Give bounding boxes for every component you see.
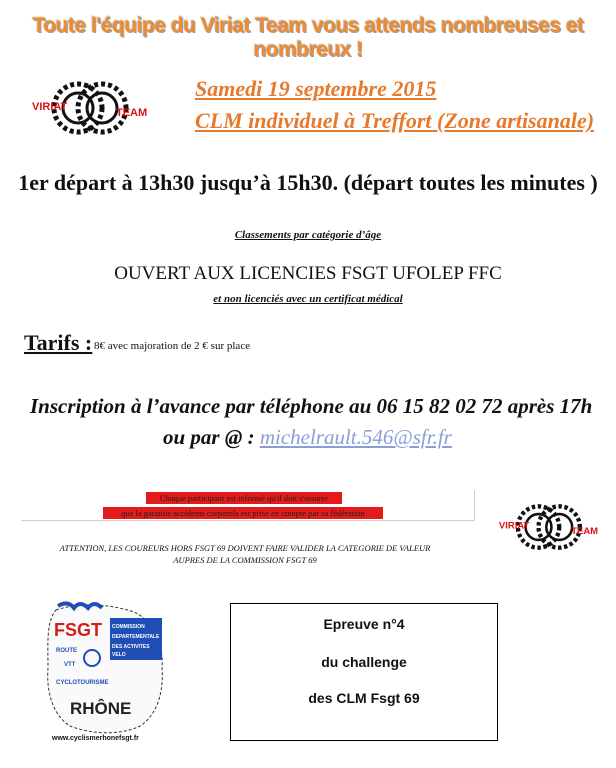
epreuve-line-2: du challenge xyxy=(321,654,407,670)
fsgt-brand: FSGT xyxy=(54,620,102,640)
epreuve-line-3: des CLM Fsgt 69 xyxy=(308,690,420,706)
fsgt-rhone-logo xyxy=(40,598,170,744)
email-prefix: ou par @ : xyxy=(163,425,260,449)
banner-title: Toute l'équipe du Viriat Team vous attends nombreuses et nombreux ! xyxy=(32,14,584,61)
svg-text:COMMISSION: COMMISSION xyxy=(112,624,145,630)
non-licencies-note: et non licenciés avec un certificat médical xyxy=(213,293,403,305)
warning-line-1: Chaque participant est informé qu'il doit s'assurer xyxy=(146,492,342,504)
viriat-team-logo xyxy=(30,72,148,144)
event-date: Samedi 19 septembre 2015 xyxy=(195,76,437,101)
depart-info: 1er départ à 13h30 jusqu’à 15h30. (départ toutes les minutes ) xyxy=(18,170,598,195)
logo-left-text: VIRIAT xyxy=(32,101,68,113)
attention-note xyxy=(0,542,490,566)
fsgt-url: www.cyclismerhonefsgt.fr xyxy=(52,735,139,742)
event-title: CLM individuel à Treffort (Zone artisanale) xyxy=(195,108,595,133)
fsgt-region: RHÔNE xyxy=(70,699,132,718)
inscription-email-line xyxy=(163,425,452,450)
fsgt-route: ROUTE xyxy=(56,648,77,654)
epreuve-line-1: Epreuve n°4 xyxy=(323,616,405,632)
classement-note: Classements par catégorie d’âge xyxy=(234,229,382,241)
logo-small-right-text: TEAM xyxy=(571,525,599,537)
svg-text:VELO: VELO xyxy=(112,652,126,658)
ouvert-licencies: OUVERT AUX LICENCIES FSGT UFOLEP FFC xyxy=(114,263,502,284)
fsgt-cyclo: CYCLOTOURISME xyxy=(56,680,109,686)
epreuve-box xyxy=(230,603,498,741)
fsgt-vtt: VTT xyxy=(64,662,76,668)
tarifs-label: Tarifs : xyxy=(24,330,93,355)
viriat-team-logo-small xyxy=(496,496,600,558)
warning-line-2: que la garantie accidents corporels est prise en compte par sa fédération xyxy=(103,507,383,519)
svg-text:DES ACTIVITES: DES ACTIVITES xyxy=(112,644,150,650)
logo-small-left-text: VIRIAT xyxy=(498,520,530,532)
tarifs-text: 8€ avec majoration de 2 € sur place xyxy=(94,340,251,352)
logo-right-text: TEAM xyxy=(116,107,148,119)
svg-text:DEPARTEMENTALE: DEPARTEMENTALE xyxy=(112,634,160,640)
attention-line-2: AUPRES DE LA COMMISSION FSGT 69 xyxy=(173,555,317,565)
email-link[interactable]: michelrault.546@sfr.fr xyxy=(259,425,452,449)
attention-line-1: ATTENTION, LES COUREURS HORS FSGT 69 DOIVENT FAIRE VALIDER LA CATEGORIE DE VALEUR xyxy=(59,543,431,553)
inscription-phone: Inscription à l’avance par téléphone au 06 15 82 02 72 après 17h xyxy=(30,394,593,418)
